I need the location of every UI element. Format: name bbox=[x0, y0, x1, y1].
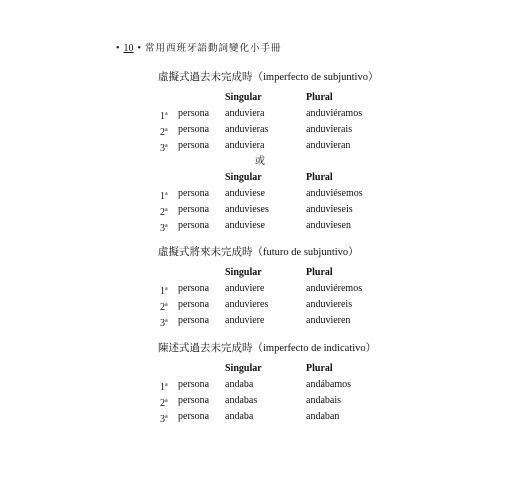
column-header-singular: Singular bbox=[225, 267, 262, 278]
plural-form: anduvierais bbox=[306, 124, 353, 135]
conjugation-row bbox=[158, 297, 478, 313]
column-header-plural: Plural bbox=[306, 92, 333, 103]
section-heading: 虛擬式將來未完成時（futuro de subjuntivo） bbox=[158, 247, 359, 258]
header-bullet-left: • bbox=[116, 43, 120, 54]
column-header-row bbox=[158, 170, 478, 186]
plural-form: anduviéremos bbox=[306, 283, 363, 294]
plural-form: anduviéramos bbox=[306, 108, 363, 119]
person-label: persona bbox=[178, 220, 210, 231]
header-bullet-right: • bbox=[137, 43, 142, 54]
column-header-singular: Singular bbox=[225, 363, 262, 374]
person-number: 2$^a$ bbox=[160, 207, 168, 218]
person-label: persona bbox=[178, 283, 210, 294]
person-number: 1$^a$ bbox=[160, 382, 168, 393]
conjugation-row bbox=[158, 409, 478, 425]
singular-form: anduviere bbox=[225, 283, 265, 294]
conjugation-row bbox=[158, 122, 478, 138]
column-header-plural: Plural bbox=[306, 363, 333, 374]
person-label: persona bbox=[178, 108, 210, 119]
plural-form: anduviesen bbox=[306, 220, 351, 231]
person-number: 3$^a$ bbox=[160, 414, 168, 425]
conjugation-row bbox=[158, 186, 478, 202]
person-number: 1$^a$ bbox=[160, 111, 168, 122]
person-label: persona bbox=[178, 140, 210, 151]
column-header-singular: Singular bbox=[225, 92, 262, 103]
page-number: 10 bbox=[123, 43, 134, 54]
person-number: 2$^a$ bbox=[160, 398, 168, 409]
plural-form: anduvieseis bbox=[306, 204, 353, 215]
column-header-plural: Plural bbox=[306, 172, 333, 183]
column-header-row bbox=[158, 90, 478, 106]
person-label: persona bbox=[178, 204, 210, 215]
plural-form: anduviereis bbox=[306, 299, 353, 310]
or-text: 或 bbox=[255, 156, 265, 167]
column-header-row bbox=[158, 265, 478, 281]
person-label: persona bbox=[178, 188, 210, 199]
person-label: persona bbox=[178, 124, 210, 135]
person-number: 2$^a$ bbox=[160, 127, 168, 138]
plural-form: andábamos bbox=[306, 379, 351, 390]
conjugation-row bbox=[158, 313, 478, 329]
column-header-row bbox=[158, 361, 478, 377]
conjugation-row bbox=[158, 138, 478, 154]
person-label: persona bbox=[178, 315, 210, 326]
person-number: 3$^a$ bbox=[160, 143, 168, 154]
singular-form: andabas bbox=[225, 395, 258, 406]
plural-form: andabais bbox=[306, 395, 341, 406]
singular-form: anduvieras bbox=[225, 124, 269, 135]
person-number: 3$^a$ bbox=[160, 318, 168, 329]
singular-form: anduviese bbox=[225, 220, 265, 231]
section-imperfecto-subjuntivo bbox=[158, 70, 478, 234]
conjugation-row bbox=[158, 281, 478, 297]
person-label: persona bbox=[178, 395, 210, 406]
book-title: 常用西班牙語動詞變化小手冊 bbox=[145, 44, 282, 54]
person-label: persona bbox=[178, 299, 210, 310]
person-number: 1$^a$ bbox=[160, 191, 168, 202]
person-number: 1$^a$ bbox=[160, 286, 168, 297]
column-header-singular: Singular bbox=[225, 172, 262, 183]
conjugation-row bbox=[158, 218, 478, 234]
person-label: persona bbox=[178, 411, 210, 422]
singular-form: anduviese bbox=[225, 188, 265, 199]
singular-form: anduviera bbox=[225, 108, 265, 119]
singular-form: andaba bbox=[225, 411, 254, 422]
singular-form: andaba bbox=[225, 379, 254, 390]
conjugation-row bbox=[158, 377, 478, 393]
singular-form: anduvieses bbox=[225, 204, 269, 215]
section-heading: 陳述式過去未完成時（imperfecto de indicativo） bbox=[158, 343, 377, 354]
singular-form: anduvieres bbox=[225, 299, 269, 310]
person-label: persona bbox=[178, 379, 210, 390]
plural-form: anduvieren bbox=[306, 315, 351, 326]
section-futuro-subjuntivo bbox=[158, 245, 478, 329]
or-separator bbox=[158, 154, 478, 170]
section-imperfecto-indicativo bbox=[158, 341, 478, 425]
conjugation-row bbox=[158, 393, 478, 409]
person-number: 2$^a$ bbox=[160, 302, 168, 313]
plural-form: andaban bbox=[306, 411, 340, 422]
conjugation-row bbox=[158, 106, 478, 122]
page-header bbox=[116, 40, 282, 54]
plural-form: anduviésemos bbox=[306, 188, 363, 199]
plural-form: anduvieran bbox=[306, 140, 351, 151]
singular-form: anduviere bbox=[225, 315, 265, 326]
person-number: 3$^a$ bbox=[160, 223, 168, 234]
conjugation-row bbox=[158, 202, 478, 218]
singular-form: anduviera bbox=[225, 140, 265, 151]
column-header-plural: Plural bbox=[306, 267, 333, 278]
section-heading: 虛擬式過去未完成時（imperfecto de subjuntivo） bbox=[158, 72, 379, 83]
